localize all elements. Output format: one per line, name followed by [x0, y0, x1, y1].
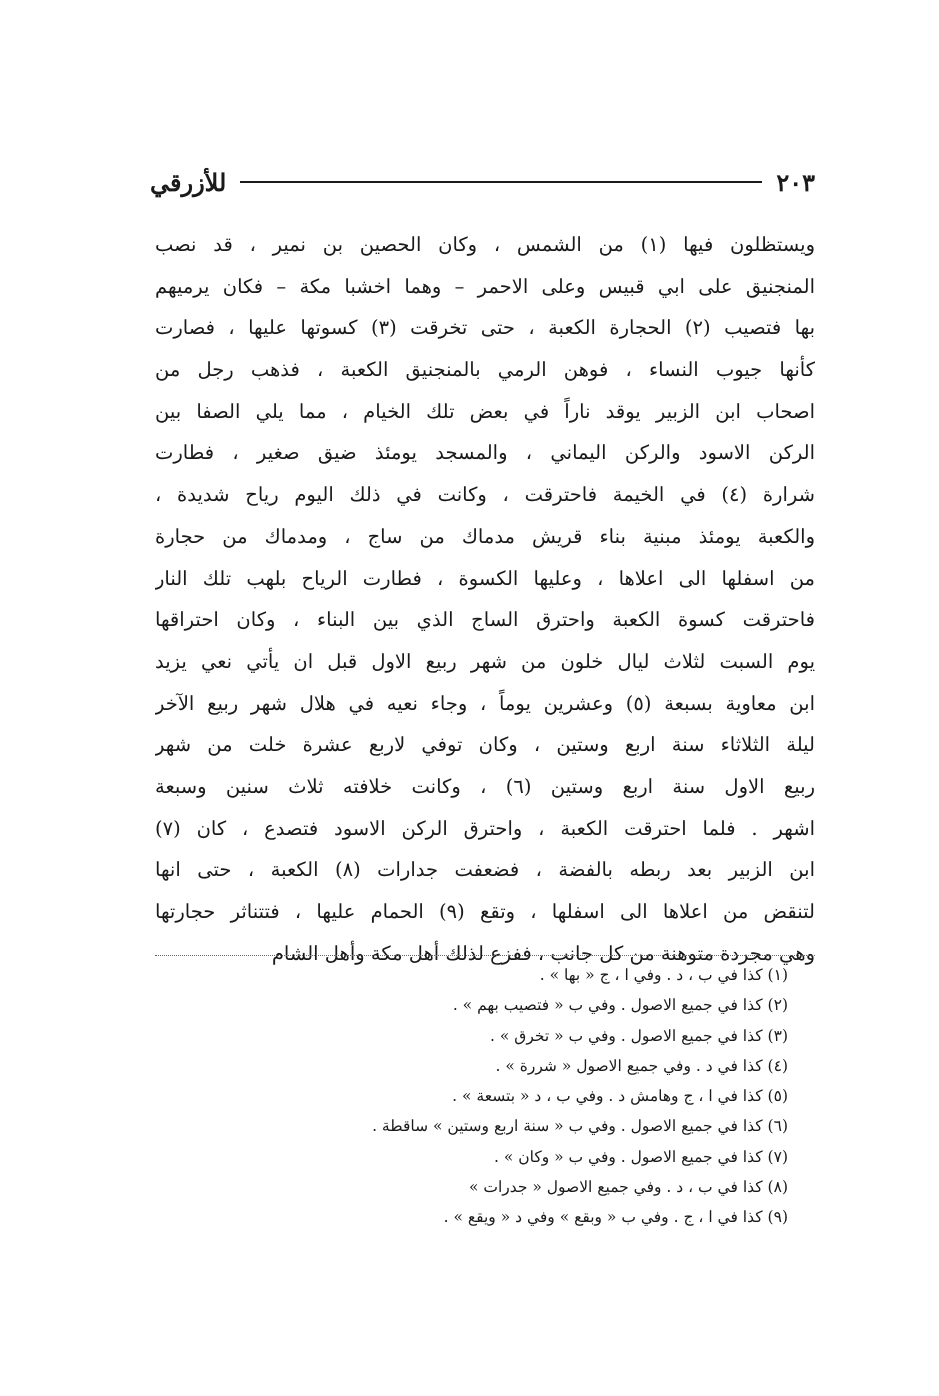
- text-line: بها فتصيب (٢) الحجارة الكعبة ، حتى تخرقت (٣) كسوتها عليها ، فصارت: [155, 316, 815, 340]
- text-line: وهي مجردة متوهنة من كل جانب ، ففزع لذلك أهل مكة وأهل الشام: [271, 941, 815, 965]
- text-line: فاحترقت كسوة الكعبة واحترق الساج الذي بين البناء ، وكان احتراقها: [155, 608, 815, 632]
- footnote: (٧) كذا في جميع الاصول . وفي ب « وكان » .: [493, 1147, 788, 1166]
- main-text: [155, 224, 815, 974]
- text-line: من اسفلها الى اعلاها ، وعليها الكسوة ، فطارت الرياح بلهب تلك النار: [155, 566, 815, 590]
- running-title: للأزرقي: [150, 167, 227, 197]
- footnote: (١) كذا في ب ، د . وفي ا ، ج « بها » .: [539, 966, 788, 984]
- text-line: المنجنيق على ابي قبيس وعلى الاحمر – وهما اخشبا مكة – فكان يرميهم: [155, 274, 815, 298]
- footnote: (٩) كذا في ا ، ج . وفي ب « وبقع » وفي د « ويقع » .: [443, 1208, 788, 1227]
- text-line: الركن الاسود والركن اليماني ، والمسجد يومئذ ضيق صغير ، فطارت: [155, 441, 815, 465]
- footnote: (٦) كذا في جميع الاصول . وفي ب « سنة اربع وستين » ساقطة .: [372, 1117, 788, 1136]
- footnote: (٥) كذا في ا ، ج وهامش د . وفي ب ، د « بتسعة » .: [452, 1087, 788, 1106]
- text-line: شرارة (٤) في الخيمة فاحترقت ، وكانت في ذلك اليوم رياح شديدة ،: [155, 483, 815, 507]
- footnotes: [300, 960, 788, 1233]
- text-line: ابن الزبير بعد ربطه بالفضة ، فضعفت جدارات (٨) الكعبة ، حتى انها: [155, 858, 815, 882]
- footnote: (٣) كذا في جميع الاصول . وفي ب « تخرق » .: [490, 1026, 788, 1045]
- text-line: ويستظلون فيها (١) من الشمس ، وكان الحصين بن نمير ، قد نصب: [155, 233, 815, 256]
- footnote: (٨) كذا في ب ، د . وفي جميع الاصول « جدرات »: [468, 1178, 788, 1197]
- text-line: والكعبة يومئذ مبنية بناء قريش مدماك من ساج ، ومدماك من حجارة: [155, 524, 815, 548]
- text-line: ليلة الثلاثاء سنة اربع وستين ، وكان توفي لاربع عشرة خلت من شهر: [155, 733, 815, 757]
- text-line: لتنقض من اعلاها الى اسفلها ، وتقع (٩) الحمام عليها ، فتتناثر حجارتها: [155, 900, 815, 923]
- text-line: كأنها جيوب النساء ، فوهن الرمي بالمنجنيق الكعبة ، فذهب رجل من: [155, 358, 815, 382]
- footnote: (٢) كذا في جميع الاصول . وفي ب « فتصيب بهم » .: [452, 996, 788, 1015]
- footnote: (٤) كذا في د . وفي جميع الاصول « شررة » .: [495, 1056, 788, 1075]
- text-line: ربيع الاول سنة اربع وستين (٦) ، وكانت خلافته ثلاث سنين وسبعة: [155, 774, 815, 798]
- text-line: يوم السبت لثلاث ليال خلون من شهر ربيع الاول قبل ان يأتي نعي يزيد: [155, 649, 815, 673]
- text-line: اشهر . فلما احترقت الكعبة ، واحترق الركن الاسود فتصدع ، كان (٧): [155, 816, 815, 840]
- header-rule: [240, 181, 762, 183]
- footnote-separator: [155, 955, 815, 956]
- text-line: ابن معاوية بسبعة (٥) وعشرين يوماً ، وجاء نعيه في هلال شهر ربيع الآخر: [155, 691, 815, 715]
- text-line: اصحاب ابن الزبير يوقد ناراً في بعض تلك الخيام ، مما يلي الصفا بين: [155, 399, 815, 423]
- page-number: ٢٠٣: [776, 167, 815, 197]
- running-header: [150, 160, 815, 204]
